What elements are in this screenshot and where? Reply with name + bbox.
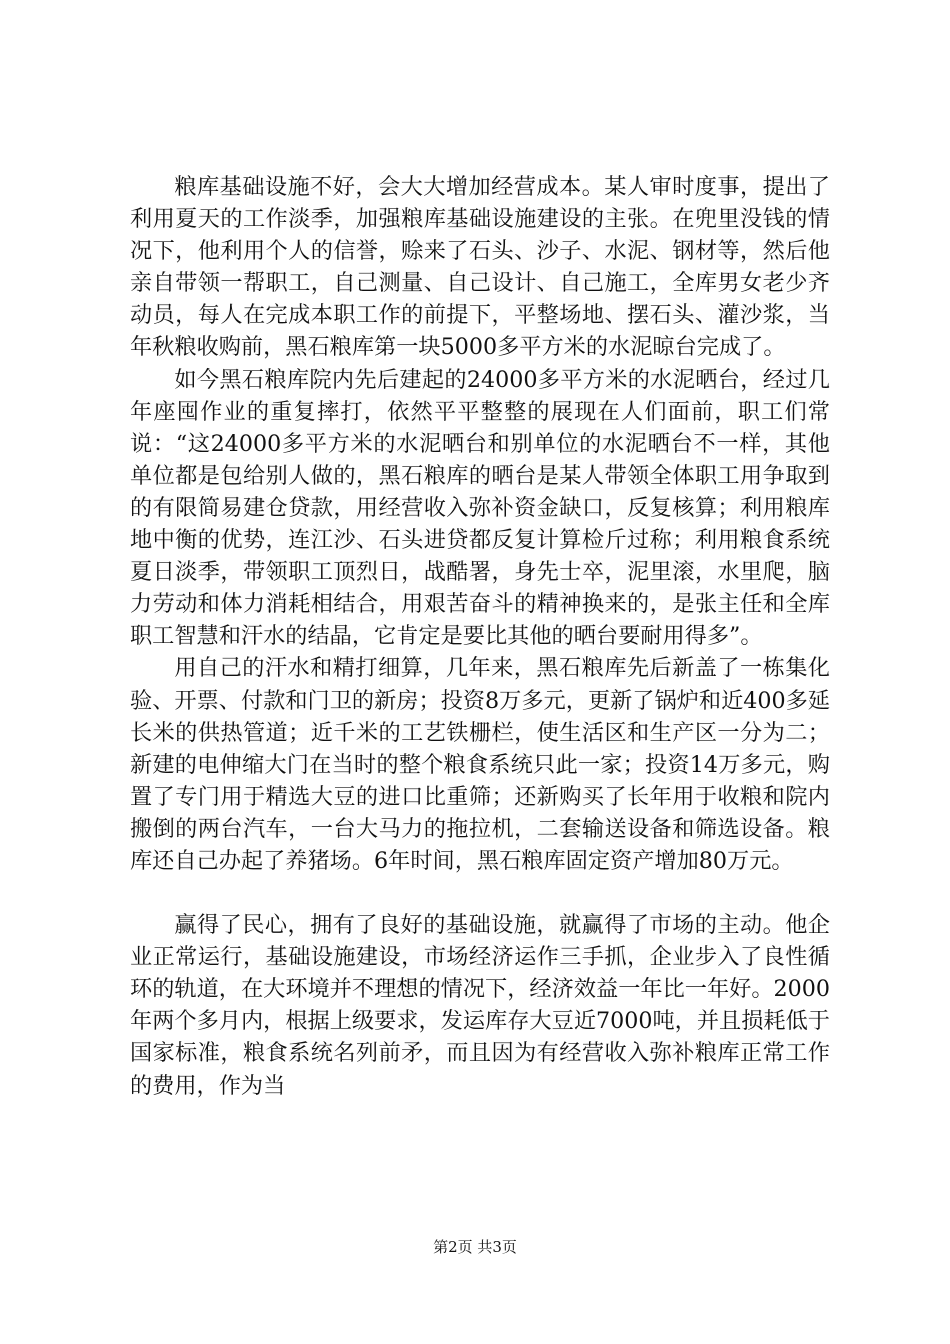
paragraph-market-initiative: 赢得了民心，拥有了良好的基础设施，就赢得了市场的主动。他企业正常运行，基础设施建设，市场经济运作三手抓，企业步入了良性循环的轨道，在大环境并不理想的情况下，经济效益一年比一年好。2000年两个多月内，根据上级要求，发运库存大豆近7000吨，并且损耗低于国家标准，粮食系统名列前矛，而且因为有经营收入弥补粮库正常工作的费用，作为当 [130, 912, 830, 1099]
paragraph-concrete-drying-platform: 如今黑石粮库院内先后建起的24000多平方米的水泥晒台，经过几年座囤作业的重复摔打，依然平平整整的展现在人们面前，职工们常说：“这24000多平方米的水泥晒台和别单位的水泥晒台不一样，其他单位都是包给别人做的，黑石粮库的晒台是某人带领全体职工用争取到的有限简易建仓贷款，用经营收入弥补资金缺口，反复核算；利用粮库地中衡的优势，连江沙、石头进贷都反复计算检斤过称；利用粮食系统夏日淡季，带领职工顶烈日，战酷署，身先士卒，泥里滚，水里爬，脑力劳动和体力消耗相结合，用艰苦奋斗的精神换来的，是张主任和全库职工智慧和汗水的结晶，它肯定是要比其他的晒台要耐用得多”。 [130, 366, 830, 650]
paragraph-granary-infrastructure: 粮库基础设施不好，会大大增加经营成本。某人审时度事，提出了利用夏天的工作淡季，加强粮库基础设施建设的主张。在兜里没钱的情况下，他利用个人的信誉，赊来了石头、沙子、水泥、钢材等，然后他亲自带领一帮职工，自己测量、自己设计、自己施工，全库男女老少齐动员，每人在完成本职工作的前提下，平整场地、摆石头、灌沙浆，当年秋粮收购前，黑石粮库第一块5000多平方米的水泥晾台完成了。 [130, 174, 830, 361]
paragraph-fixed-assets: 用自己的汗水和精打细算，几年来，黑石粮库先后新盖了一栋集化验、开票、付款和门卫的新房；投资8万多元，更新了锅炉和近400多延长米的供热管道；近千米的工艺铁栅栏，使生活区和生产区一分为二；新建的电伸缩大门在当时的整个粮食系统只此一家；投资14万多元，购置了专门用于精选大豆的进口比重筛；还新购买了长年用于收粮和院内搬倒的两台汽车，一台大马力的拖拉机，二套输送设备和筛选设备。粮库还自己办起了养猪场。6年时间，黑石粮库固定资产增加80万元。 [130, 655, 830, 874]
document-body [130, 171, 830, 1102]
page-number-footer: 第2页 共3页 [433, 1238, 517, 1256]
